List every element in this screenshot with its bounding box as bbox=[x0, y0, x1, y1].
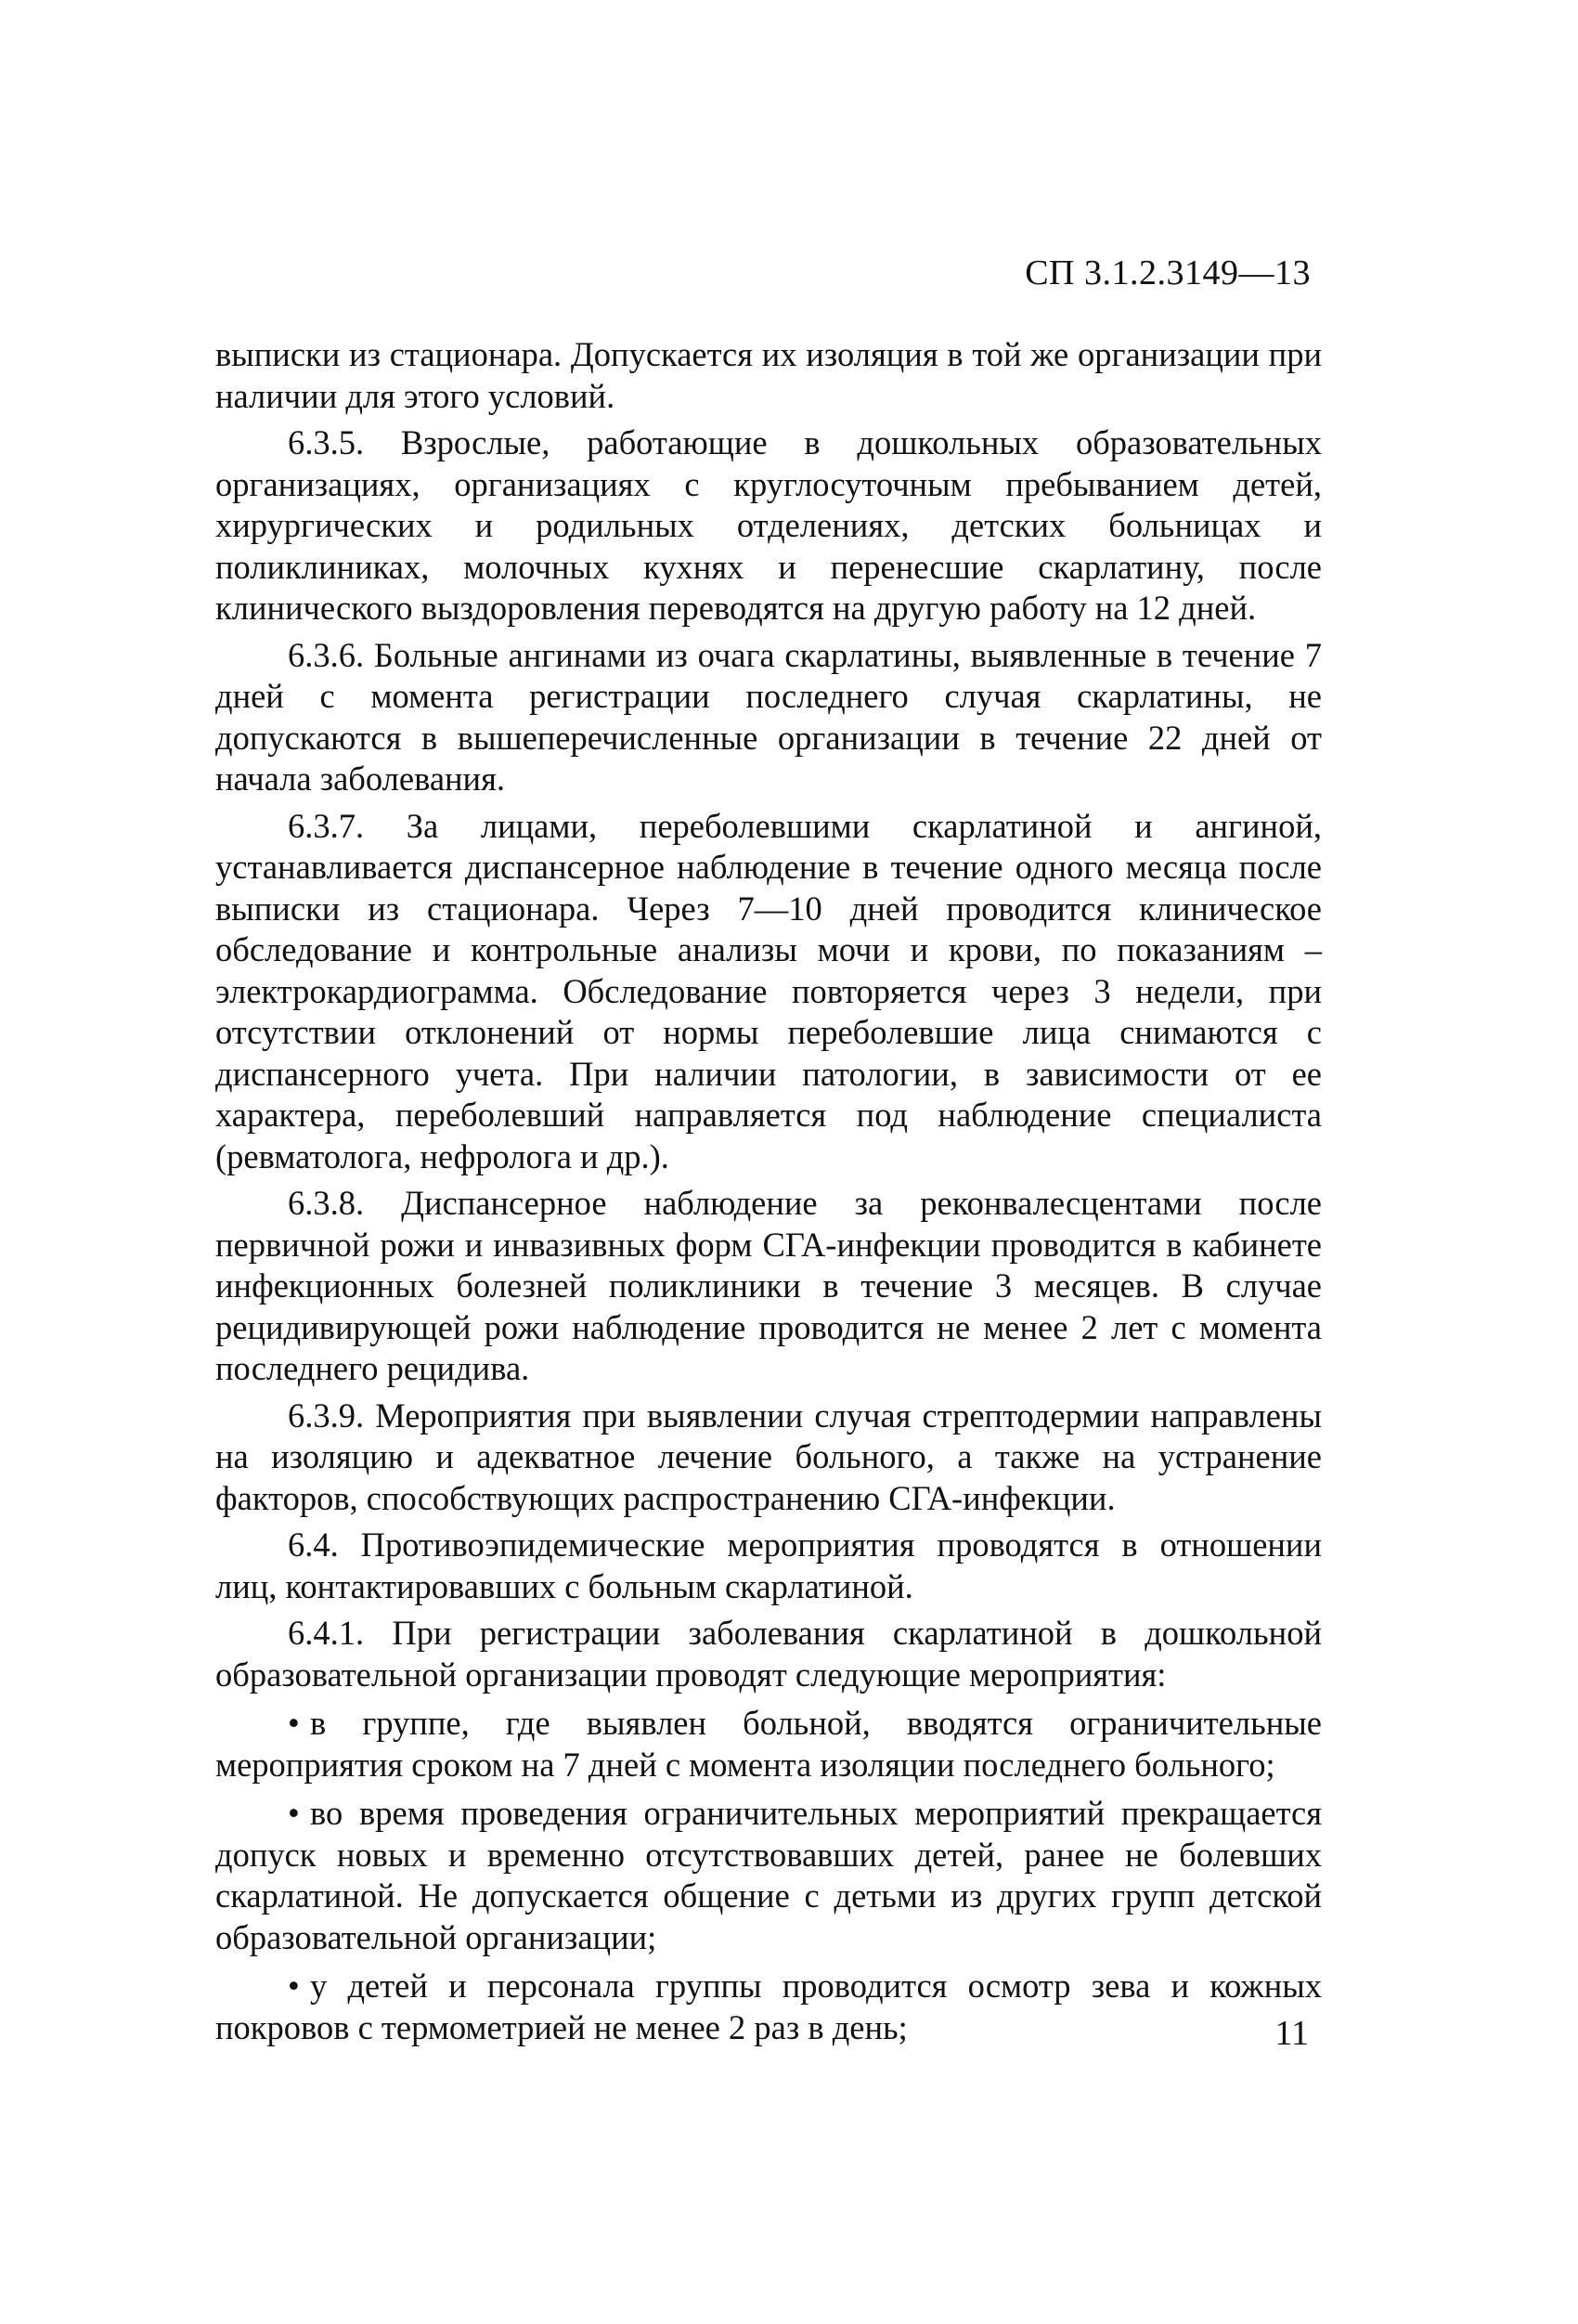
paragraph-6-3-8: 6.3.8. Диспансерное наблюдение за реконвалесцентами после первичной рожи и инвазивных форм СГА-инфекции проводится в кабинете инфекционных болезней поликлиники в течение 3 месяцев. В случае рецидивирующей рожи наблюдение проводится не менее 2 лет с момента последнего рецидива. bbox=[215, 1184, 1322, 1387]
bullet-marker: • bbox=[288, 1967, 300, 2005]
page-number: 11 bbox=[1274, 2014, 1309, 2053]
bullet-marker: • bbox=[288, 1704, 300, 1742]
bullet-text: в группе, где выявлен больной, вводятся ограничительные мероприятия сроком на 7 дней с момента изоляции последнего больного; bbox=[215, 1704, 1322, 1784]
bullet-item bbox=[215, 1793, 1322, 1958]
document-body bbox=[215, 334, 1322, 2056]
bullet-item bbox=[215, 1703, 1322, 1785]
bullet-item bbox=[215, 1966, 1322, 2048]
paragraph-6-4-1: 6.4.1. При регистрации заболевания скарлатиной в дошкольной образовательной организации проводят следующие мероприятия: bbox=[215, 1614, 1322, 1694]
bullet-text: во время проведения ограничительных мероприятий прекращается допуск новых и временно отсутствовавших детей, ранее не болевших скарлатиной. Не допускается общение с детьми из других групп детской образовательной организации; bbox=[215, 1794, 1322, 1956]
paragraph-6-3-7: 6.3.7. За лицами, переболевшими скарлатиной и ангиной, устанавливается диспансерное наблюдение в течение одного месяца после выписки из стационара. Через 7—10 дней проводится клиническое обследование и контрольные анализы мочи и крови, по показаниям – электрокардиограмма. Обследование повторяется через 3 недели, при отсутствии отклонений от нормы переболевшие лица снимаются с диспансерного учета. При наличии патологии, в зависимости от ее характера, переболевший направляется под наблюдение специалиста (ревматолога, нефролога и др.). bbox=[215, 806, 1322, 1175]
paragraph-6-4: 6.4. Противоэпидемические мероприятия проводятся в отношении лиц, контактировавших с больным скарлатиной. bbox=[215, 1526, 1322, 1605]
paragraph-6-3-9: 6.3.9. Мероприятия при выявлении случая стрептодермии направлены на изоляцию и адекватное лечение больного, а также на устранение факторов, способствующих распространению СГА-инфекции. bbox=[215, 1396, 1322, 1517]
bullet-text: у детей и персонала группы проводится осмотр зева и кожных покровов с термометрией не менее 2 раз в день; bbox=[215, 1967, 1322, 2046]
bullet-marker: • bbox=[288, 1794, 300, 1832]
document-code: СП 3.1.2.3149—13 bbox=[1025, 253, 1311, 292]
paragraph-6-3-6: 6.3.6. Больные ангинами из очага скарлатины, выявленные в течение 7 дней с момента регистрации последнего случая скарлатины, не допускаются в вышеперечисленные организации в течение 22 дней от начала заболевания. bbox=[215, 635, 1322, 798]
paragraph-6-3-5: 6.3.5. Взрослые, работающие в дошкольных образовательных организациях, организациях с круглосуточным пребыванием детей, хирургических и родильных отделениях, детских больницах и поликлиниках, молочных кухнях и перенесшие скарлатину, после клинического выздоровления переводятся на другую работу на 12 дней. bbox=[215, 423, 1322, 627]
paragraph-continuation: выписки из стационара. Допускается их изоляция в той же организации при наличии для этого условий. bbox=[215, 335, 1322, 415]
